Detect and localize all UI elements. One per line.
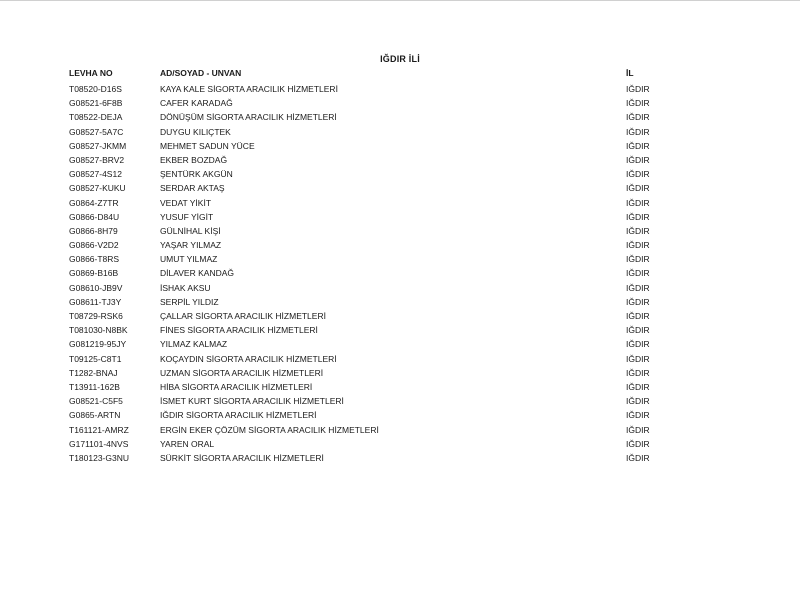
ad-soyad-unvan-cell: EKBER BOZDAĞ	[160, 154, 228, 165]
levha-no-cell: G08521-C5F5	[69, 396, 123, 407]
il-cell: IĞDIR	[626, 254, 650, 265]
il-cell: IĞDIR	[626, 140, 650, 151]
ad-soyad-unvan-cell: YAŞAR YILMAZ	[160, 240, 222, 251]
header-levha-no: LEVHA NO	[69, 68, 113, 78]
il-cell: IĞDIR	[626, 154, 650, 165]
levha-no-cell: G0866-8H79	[69, 225, 118, 236]
il-cell: IĞDIR	[626, 339, 650, 350]
levha-no-cell: T08729-RSK6	[69, 311, 123, 321]
levha-no-cell: T161121-AMRZ	[69, 424, 129, 435]
table-row	[0, 82, 800, 96]
ad-soyad-unvan-cell: KAYA KALE SİGORTA ARACILIK HİZMETLERİ	[160, 84, 338, 94]
levha-no-cell: G0866-T8RS	[69, 254, 120, 265]
ad-soyad-unvan-cell: YUSUF YİGİT	[160, 211, 214, 222]
table-row	[0, 110, 800, 124]
table-row	[0, 167, 800, 181]
table-row	[0, 281, 800, 295]
ad-soyad-unvan-cell: FİNES SİGORTA ARACILIK HİZMETLERİ	[160, 325, 318, 336]
levha-no-cell: G0866-D84U	[69, 211, 120, 222]
levha-no-cell: T1282-BNAJ	[69, 367, 118, 378]
table-row	[0, 224, 800, 238]
table-row	[0, 295, 800, 309]
ad-soyad-unvan-cell: HİBA SİGORTA ARACILIK HİZMETLERİ	[160, 381, 313, 392]
ad-soyad-unvan-cell: DUYGU KILIÇTEK	[160, 126, 231, 137]
il-cell: IĞDIR	[626, 311, 650, 321]
ad-soyad-unvan-cell: ŞENTÜRK AKGÜN	[160, 169, 233, 180]
table-row	[0, 238, 800, 252]
table-row	[0, 352, 800, 366]
header-il: İL	[626, 68, 634, 78]
ad-soyad-unvan-cell: YAREN ORAL	[160, 438, 215, 449]
levha-no-cell: T09125-C8T1	[69, 353, 122, 364]
table-row	[0, 451, 800, 465]
table-body	[0, 82, 800, 465]
ad-soyad-unvan-cell: ÇALLAR SİGORTA ARACILIK HİZMETLERİ	[160, 311, 326, 321]
table-row	[0, 125, 800, 139]
ad-soyad-unvan-cell: ERGİN EKER ÇÖZÜM SİGORTA ARACILIK HİZMETLERİ	[160, 424, 379, 435]
ad-soyad-unvan-cell: İSMET KURT SİGORTA ARACILIK HİZMETLERİ	[160, 396, 344, 407]
table-row	[0, 96, 800, 110]
levha-no-cell: G0864-Z7TR	[69, 197, 119, 208]
il-cell: IĞDIR	[626, 296, 650, 307]
levha-no-cell: G08521-6F8B	[69, 98, 123, 109]
il-cell: IĞDIR	[626, 381, 650, 392]
ad-soyad-unvan-cell: SERDAR AKTAŞ	[160, 183, 225, 194]
ad-soyad-unvan-cell: YILMAZ KALMAZ	[160, 339, 228, 350]
il-cell: IĞDIR	[626, 98, 650, 109]
levha-no-cell: G171101-4NVS	[69, 438, 129, 449]
il-cell: IĞDIR	[626, 367, 650, 378]
il-cell: IĞDIR	[626, 84, 650, 94]
il-cell: IĞDIR	[626, 268, 650, 279]
il-cell: IĞDIR	[626, 424, 650, 435]
ad-soyad-unvan-cell: CAFER KARADAĞ	[160, 98, 233, 109]
table-row	[0, 394, 800, 408]
il-cell: IĞDIR	[626, 353, 650, 364]
levha-no-cell: T081030-N8BK	[69, 325, 128, 336]
il-cell: IĞDIR	[626, 112, 650, 123]
table-row	[0, 210, 800, 224]
levha-no-cell: G0865-ARTN	[69, 410, 121, 421]
il-cell: IĞDIR	[626, 126, 650, 137]
ad-soyad-unvan-cell: SERPİL YILDIZ	[160, 296, 219, 307]
levha-no-cell: G08527-4S12	[69, 169, 122, 180]
ad-soyad-unvan-cell: KOÇAYDIN SİGORTA ARACILIK HİZMETLERİ	[160, 353, 337, 364]
ad-soyad-unvan-cell: GÜLNİHAL KİŞİ	[160, 225, 221, 236]
table-row	[0, 139, 800, 153]
table-row	[0, 323, 800, 337]
levha-no-cell: G081219-95JY	[69, 339, 127, 350]
table-row	[0, 423, 800, 437]
levha-no-cell: G08527-BRV2	[69, 154, 125, 165]
levha-no-cell: T13911-162B	[69, 381, 120, 392]
table-row	[0, 408, 800, 422]
il-cell: IĞDIR	[626, 225, 650, 236]
levha-no-cell: G08610-JB9V	[69, 282, 123, 293]
table-row	[0, 181, 800, 195]
table-header	[0, 68, 800, 80]
ad-soyad-unvan-cell: MEHMET SADUN YÜCE	[160, 140, 255, 151]
table-row	[0, 309, 800, 323]
ad-soyad-unvan-cell: UMUT YILMAZ	[160, 254, 218, 265]
ad-soyad-unvan-cell: SÜRKİT SİGORTA ARACILIK HİZMETLERİ	[160, 452, 324, 463]
levha-no-cell: G08527-JKMM	[69, 140, 127, 151]
header-ad-soyad-unvan: AD/SOYAD - UNVAN	[160, 68, 242, 78]
levha-no-cell: T180123-G3NU	[69, 452, 130, 463]
levha-no-cell: G08527-5A7C	[69, 126, 124, 137]
il-cell: IĞDIR	[626, 438, 650, 449]
il-cell: IĞDIR	[626, 240, 650, 251]
il-cell: IĞDIR	[626, 410, 650, 421]
levha-no-cell: T08522-DEJA	[69, 112, 123, 123]
table-row	[0, 252, 800, 266]
il-cell: IĞDIR	[626, 325, 650, 336]
il-cell: IĞDIR	[626, 282, 650, 293]
ad-soyad-unvan-cell: DÖNÜŞÜM SİGORTA ARACILIK HİZMETLERİ	[160, 112, 337, 123]
levha-no-cell: G0869-B16B	[69, 268, 119, 279]
table-row	[0, 153, 800, 167]
levha-no-cell: T08520-D16S	[69, 84, 122, 94]
ad-soyad-unvan-cell: VEDAT YİKİT	[160, 197, 212, 208]
il-cell: IĞDIR	[626, 452, 650, 463]
table-row	[0, 437, 800, 451]
levha-no-cell: G08611-TJ3Y	[69, 296, 122, 307]
ad-soyad-unvan-cell: IĞDIR SİGORTA ARACILIK HİZMETLERİ	[160, 410, 317, 421]
ad-soyad-unvan-cell: UZMAN SİGORTA ARACILIK HİZMETLERİ	[160, 367, 324, 378]
il-cell: IĞDIR	[626, 169, 650, 180]
page-title: IĞDIR İLİ	[380, 54, 420, 64]
levha-no-cell: G0866-V2D2	[69, 240, 119, 251]
table-row	[0, 380, 800, 394]
table-row	[0, 337, 800, 351]
ad-soyad-unvan-cell: İSHAK AKSU	[160, 282, 211, 293]
table-row	[0, 366, 800, 380]
levha-no-cell: G08527-KUKU	[69, 183, 126, 194]
il-cell: IĞDIR	[626, 197, 650, 208]
il-cell: IĞDIR	[626, 211, 650, 222]
table-row	[0, 266, 800, 280]
ad-soyad-unvan-cell: DİLAVER KANDAĞ	[160, 268, 235, 279]
table-row	[0, 196, 800, 210]
il-cell: IĞDIR	[626, 183, 650, 194]
il-cell: IĞDIR	[626, 396, 650, 407]
